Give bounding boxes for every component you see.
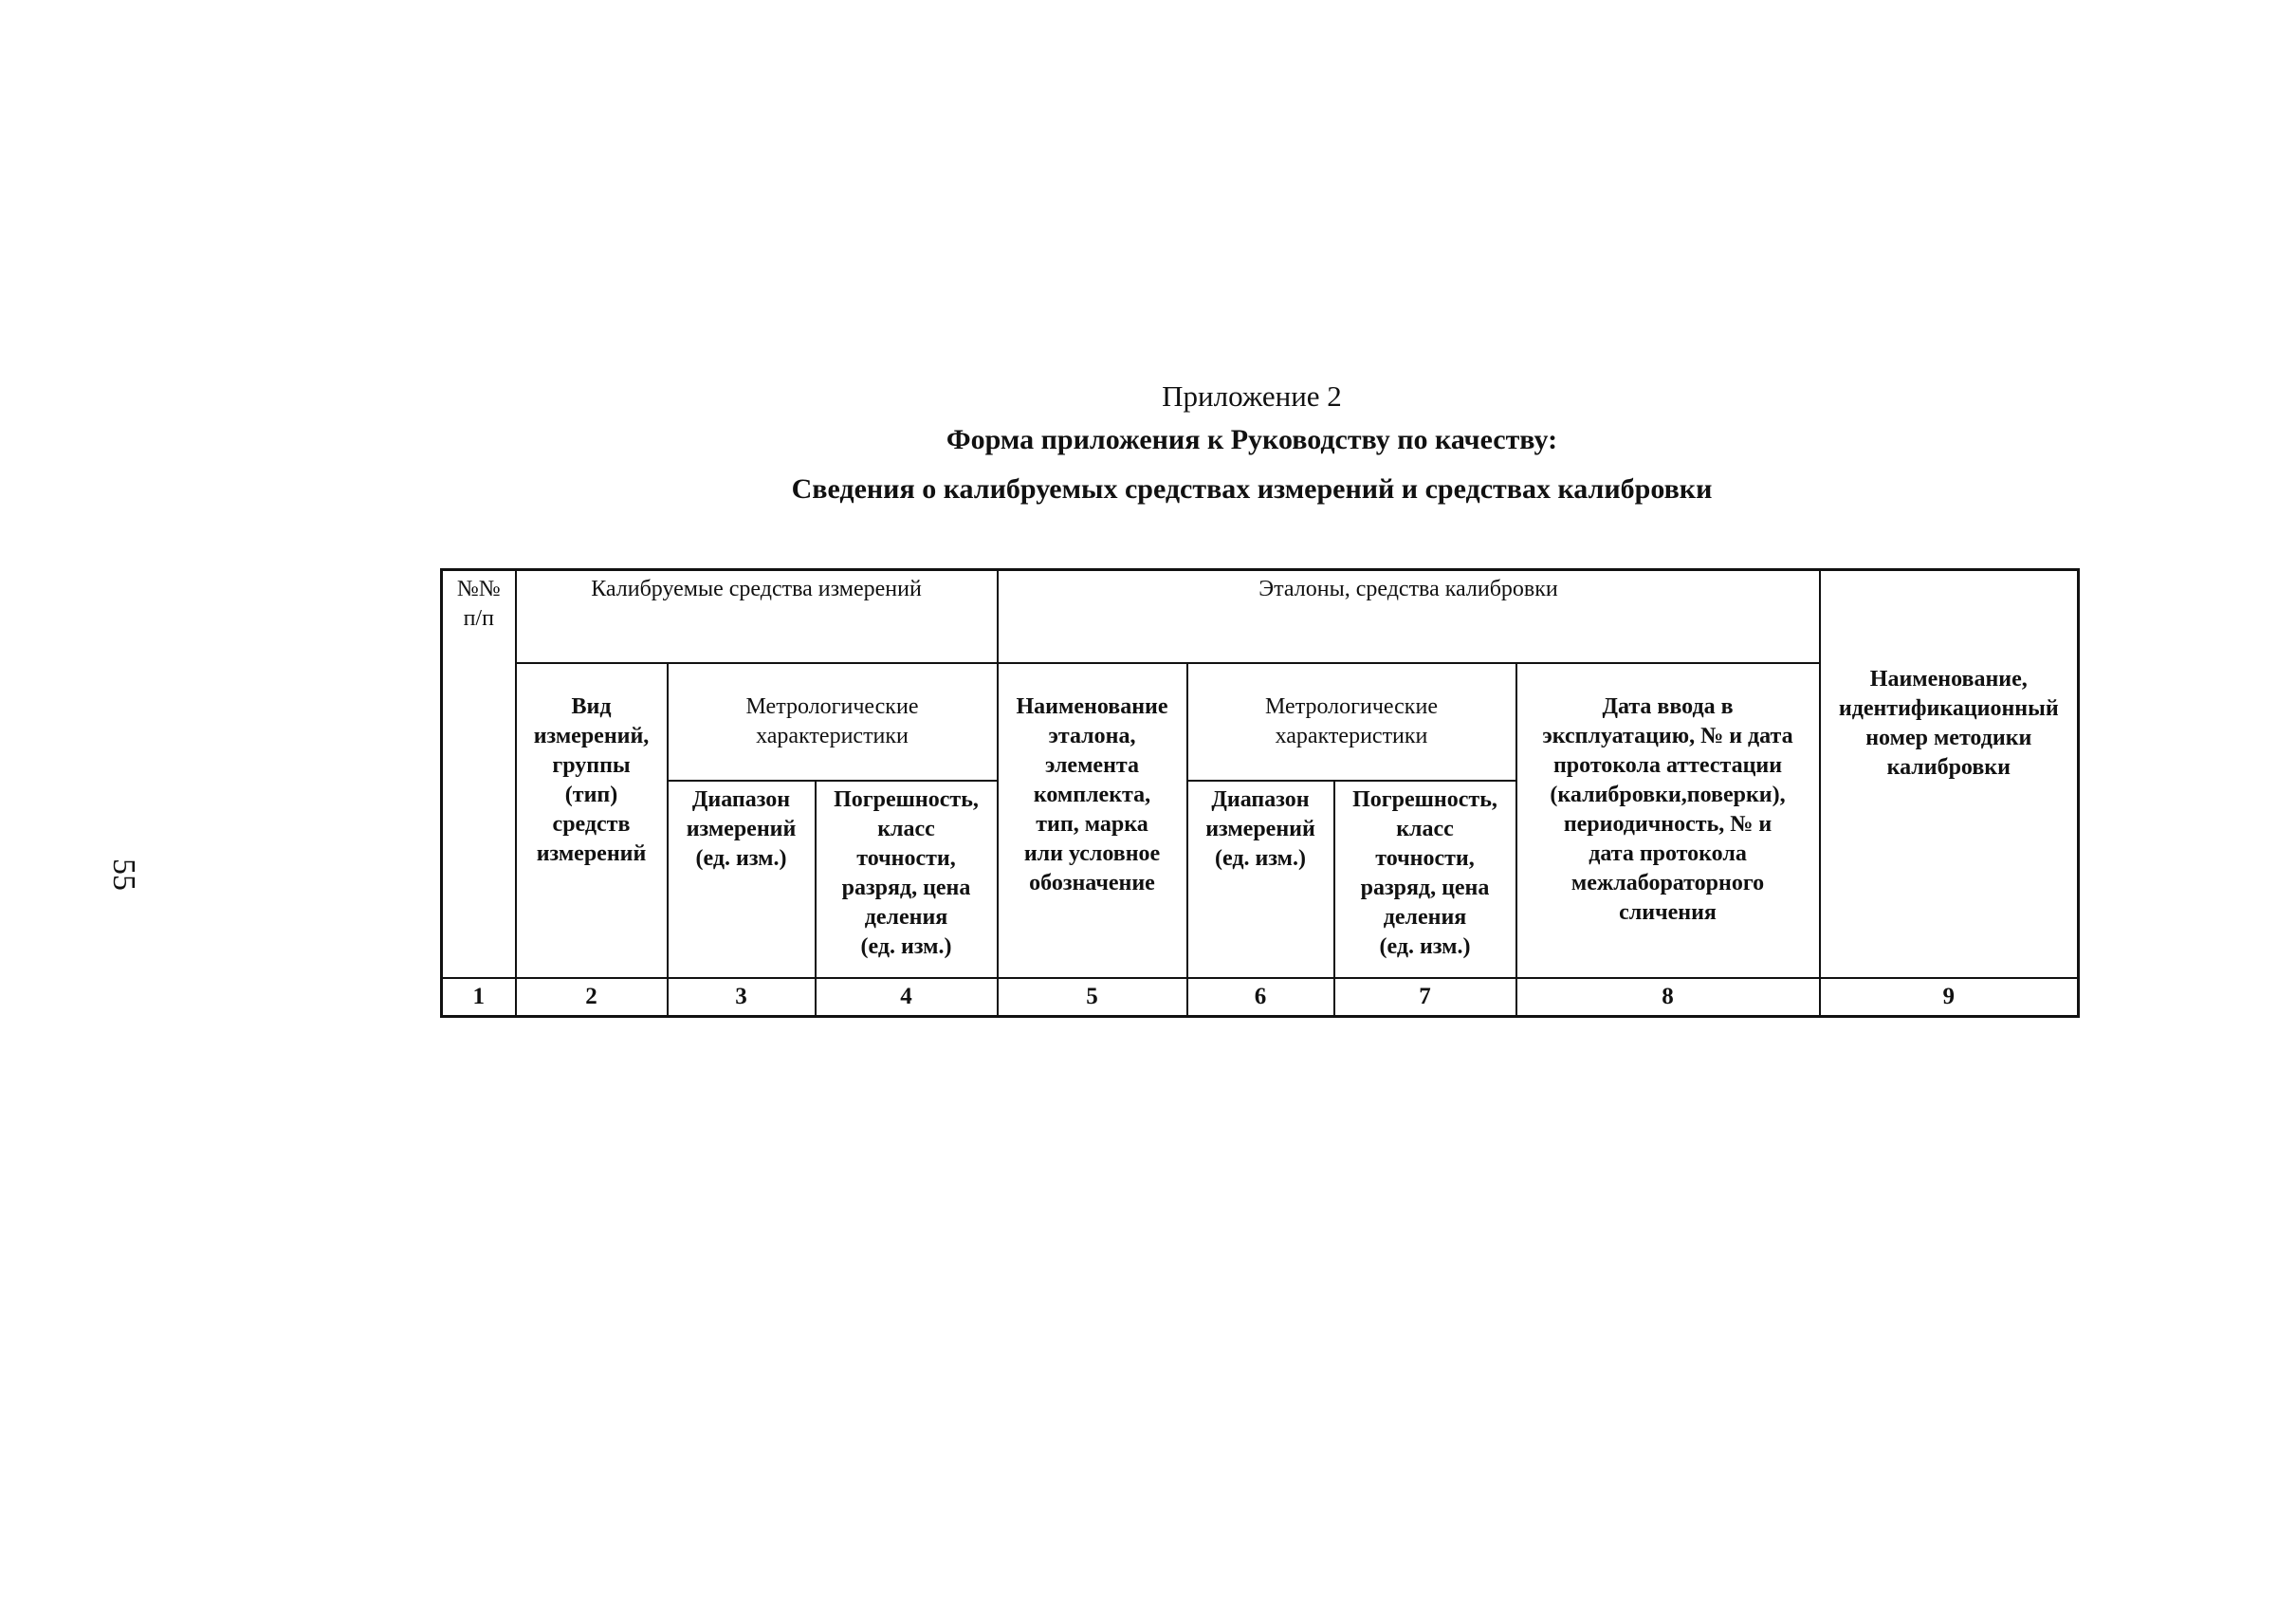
column-number: 8 [1516, 978, 1820, 1017]
column-number: 1 [442, 978, 516, 1017]
column-number-row [442, 978, 2079, 1017]
column-header-error-standards: Погрешность, класс точности, разряд, цена деления (ед. изм.) [1334, 781, 1516, 978]
document-subject: Сведения о калибруемых средствах измерений и средствах калибровки [791, 473, 1713, 505]
column-number: 5 [998, 978, 1187, 1017]
column-header-range-calibrated: Диапазон измерений (ед. изм.) [668, 781, 816, 978]
calibration-table [440, 568, 2080, 1018]
column-number: 2 [516, 978, 668, 1017]
column-header-range-standards: Диапазон измерений (ед. изм.) [1187, 781, 1334, 978]
form-title: Форма приложения к Руководству по качеству: [946, 424, 1558, 455]
appendix-label: Приложение 2 [1162, 379, 1342, 413]
group-header-standards: Эталоны, средства калибровки [998, 570, 1820, 664]
column-number: 4 [816, 978, 998, 1017]
subgroup-header-metrology-calibrated: Метрологические характеристики [668, 663, 998, 781]
column-header-error-calibrated: Погрешность, класс точности, разряд, цена деления (ед. изм.) [816, 781, 998, 978]
group-header-calibrated-instruments: Калибруемые средства измерений [516, 570, 998, 664]
column-number: 3 [668, 978, 816, 1017]
column-header-commissioning: Дата ввода в эксплуатацию, № и дата протокола аттестации (калибровки,поверки), периодичность, № и дата протокола межлабораторного сличения [1516, 663, 1820, 978]
subgroup-header-metrology-standards: Метрологические характеристики [1187, 663, 1516, 781]
column-number: 9 [1820, 978, 2079, 1017]
column-header-method: Наименование, идентификационный номер методики калибровки [1820, 570, 2079, 979]
column-number: 7 [1334, 978, 1516, 1017]
page-number: 55 [106, 858, 141, 891]
column-number: 6 [1187, 978, 1334, 1017]
column-header-measurement-type: Вид измерений, группы (тип) средств измерений [516, 663, 668, 978]
header-row-groups [442, 570, 2079, 664]
column-header-number: №№ п/п [442, 570, 516, 979]
column-header-standard-name: Наименование эталона, элемента комплекта, тип, марка или условное обозначение [998, 663, 1187, 978]
